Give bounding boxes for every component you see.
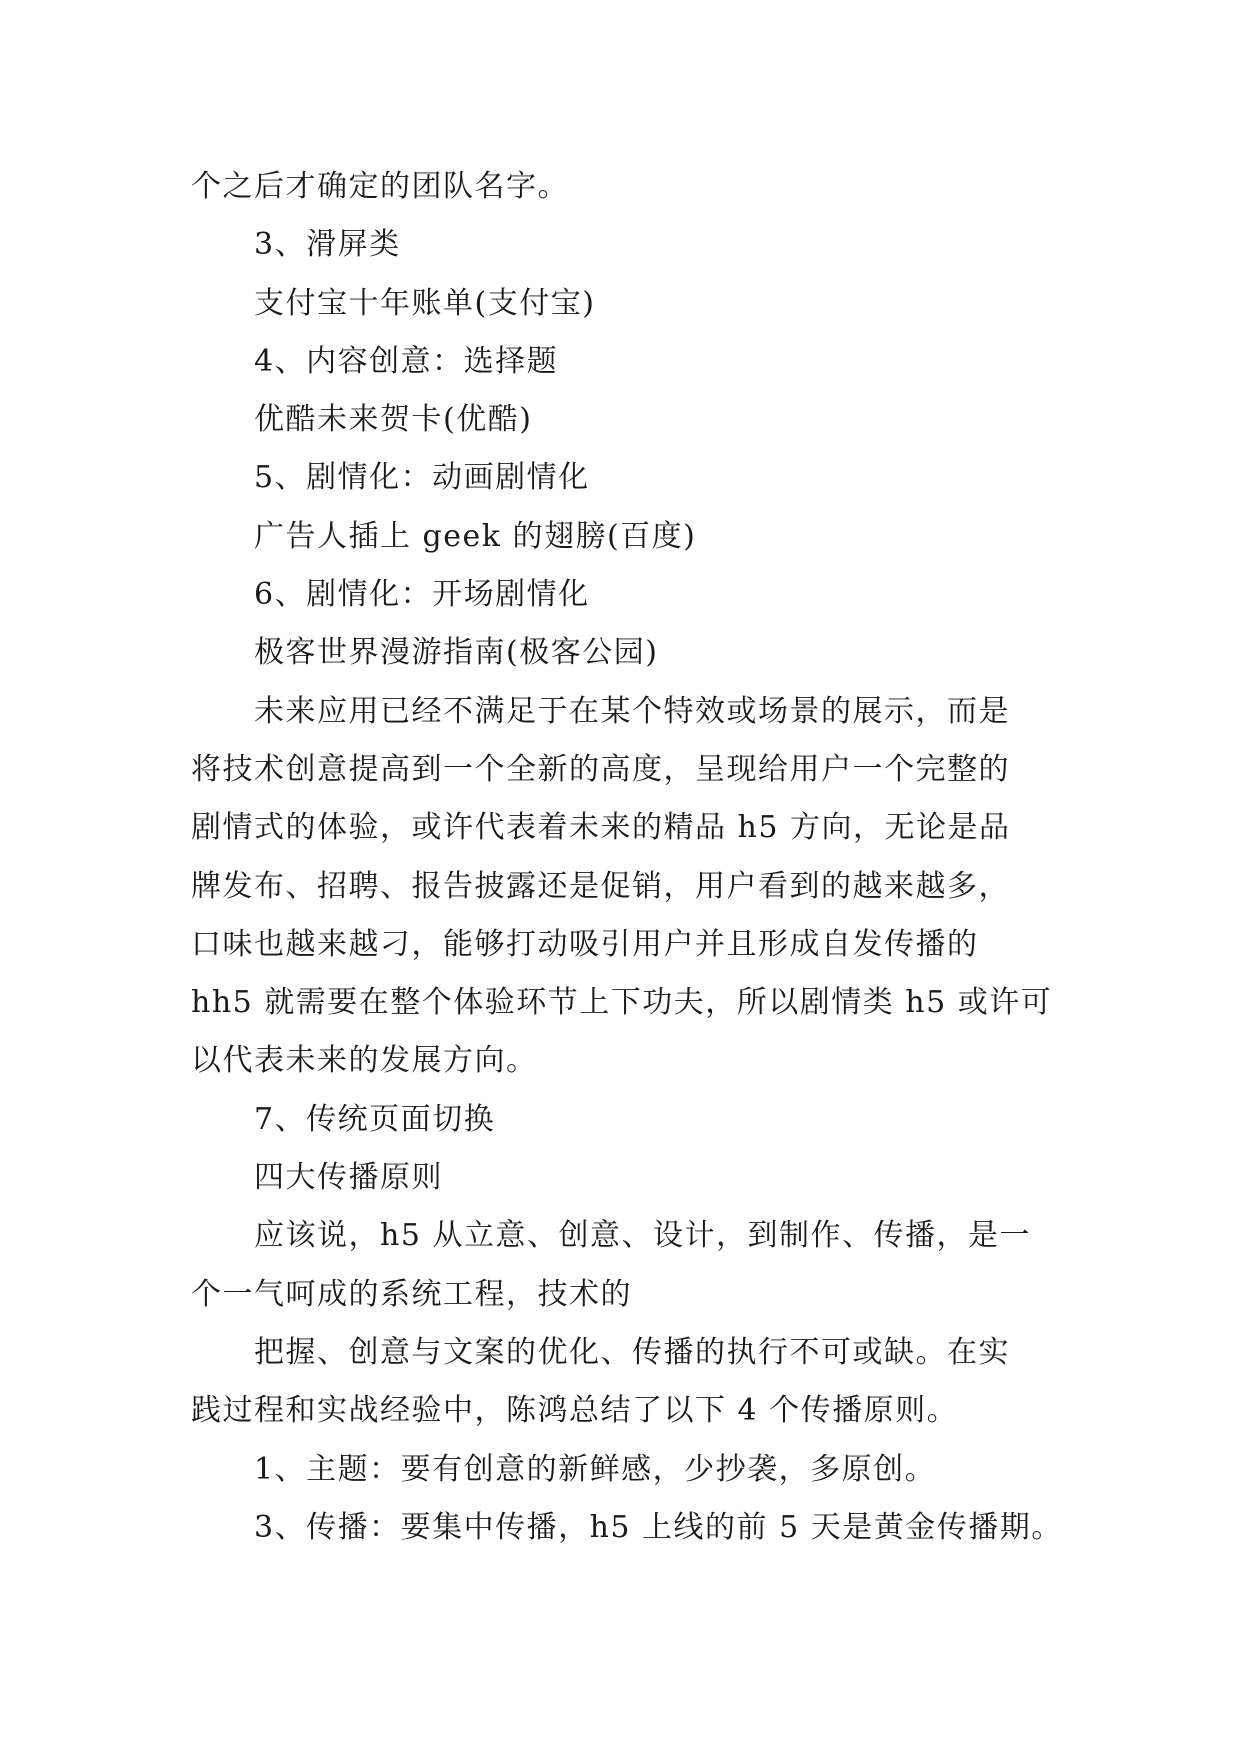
text-line: 6、剧情化：开场剧情化: [254, 577, 590, 613]
text-line: 7、传统页面切换: [254, 1101, 496, 1137]
text-line: 支付宝十年账单(支付宝): [254, 285, 596, 321]
text-line: 4、内容创意：选择题: [254, 343, 559, 379]
text-line: 应该说，h5 从立意、创意、设计，到制作、传播，是一: [254, 1218, 1031, 1254]
text-line: 5、剧情化：动画剧情化: [254, 460, 590, 496]
text-line: hh5 就需要在整个体验环节上下功夫，所以剧情类 h5 或许可: [191, 985, 1053, 1021]
text-line: 把握、创意与文案的优化、传播的执行不可或缺。在实: [254, 1334, 1010, 1370]
text-line: 将技术创意提高到一个全新的高度，呈现给用户一个完整的: [191, 751, 1010, 787]
text-line: 以代表未来的发展方向。: [191, 1043, 538, 1079]
text-line: 极客世界漫游指南(极客公园): [254, 635, 659, 671]
text-line: 四大传播原则: [254, 1160, 443, 1196]
text-line: 个之后才确定的团队名字。: [191, 169, 569, 204]
text-line: 践过程和实战经验中，陈鸿总结了以下 4 个传播原则。: [191, 1393, 959, 1429]
text-line: 3、滑屏类: [254, 227, 401, 263]
text-line: 1、主题：要有创意的新鲜感，少抄袭，多原创。: [254, 1451, 937, 1487]
text-line: 广告人插上 geek 的翅膀(百度): [254, 518, 697, 554]
text-line: 优酷未来贺卡(优酷): [254, 402, 533, 438]
text-line: 剧情式的体验，或许代表着未来的精品 h5 方向，无论是品: [191, 810, 1011, 846]
text-line: 个一气呵成的系统工程，技术的: [191, 1276, 632, 1312]
text-line: 牌发布、招聘、报告披露还是促销，用户看到的越来越多，: [191, 868, 1010, 904]
document-body: [191, 158, 1071, 1557]
text-line: 口味也越来越刁，能够打动吸引用户并且形成自发传播的: [191, 926, 979, 962]
text-line: 未来应用已经不满足于在某个特效或场景的展示，而是: [254, 693, 1010, 729]
text-line: 3、传播：要集中传播，h5 上线的前 5 天是黄金传播期。: [254, 1509, 1063, 1545]
